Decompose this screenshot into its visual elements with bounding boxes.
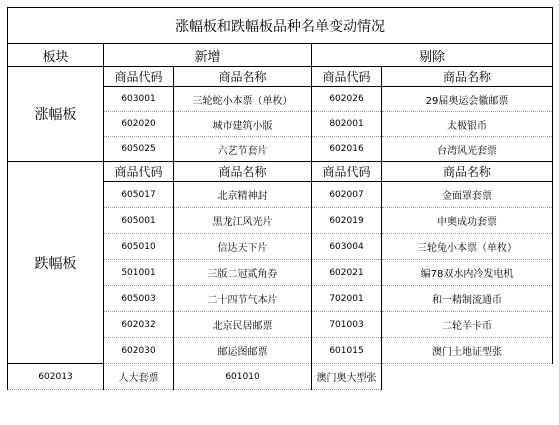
stock-change-table <box>7 7 553 390</box>
add-code: 605001 <box>104 208 174 234</box>
add-code: 605025 <box>104 137 174 162</box>
rem-name: 澳门奥大型张 <box>312 364 382 390</box>
add-name: 城市建筑小版 <box>174 112 312 137</box>
rem-code: 802001 <box>312 112 382 137</box>
rem-code: 601010 <box>174 364 312 390</box>
add-name: 三轮蛇小本票（单枚） <box>174 87 312 112</box>
header-added: 新增 <box>104 44 312 67</box>
rem-code: 701003 <box>312 312 382 338</box>
subheader-rem-code: 商品代码 <box>312 67 382 87</box>
table-row <box>8 364 553 390</box>
header-removed: 剔除 <box>312 44 553 67</box>
subheader-add-name: 商品名称 <box>174 162 312 182</box>
rem-code: 602021 <box>312 260 382 286</box>
add-code: 602013 <box>8 364 104 390</box>
rem-name: 澳门土地证型张 <box>382 338 553 364</box>
rem-name: 金面罩套票 <box>382 182 553 208</box>
add-code: 605010 <box>104 234 174 260</box>
rem-name: 三轮兔小本票（单枚） <box>382 234 553 260</box>
add-code: 605003 <box>104 286 174 312</box>
rem-code: 602019 <box>312 208 382 234</box>
rem-name: 太极银币 <box>382 112 553 137</box>
rem-code: 602016 <box>312 137 382 162</box>
subheader-add-code: 商品代码 <box>104 162 174 182</box>
subheader-rem-name: 商品名称 <box>382 162 553 182</box>
rem-name: 台湾风光套票 <box>382 137 553 162</box>
add-name: 二十四节气本片 <box>174 286 312 312</box>
add-name: 三版二冠贰角券 <box>174 260 312 286</box>
add-name: 六艺节套片 <box>174 137 312 162</box>
subheader-add-name: 商品名称 <box>174 67 312 87</box>
add-name: 邮运图邮票 <box>174 338 312 364</box>
subheader-add-code: 商品代码 <box>104 67 174 87</box>
add-name: 信达天下片 <box>174 234 312 260</box>
section-label-rise: 涨幅板 <box>8 67 104 162</box>
add-code: 603001 <box>104 87 174 112</box>
subheader-rem-name: 商品名称 <box>382 67 553 87</box>
rem-name: 和一精制流通币 <box>382 286 553 312</box>
rem-name: 29届奥运会徽邮票 <box>382 87 553 112</box>
add-code: 602032 <box>104 312 174 338</box>
rem-code: 602007 <box>312 182 382 208</box>
header-sector: 板块 <box>8 44 104 67</box>
table-title: 涨幅板和跌幅板品种名单变动情况 <box>8 8 553 44</box>
rem-name: 二轮羊卡币 <box>382 312 553 338</box>
rem-code: 601015 <box>312 338 382 364</box>
add-name: 北京精神封 <box>174 182 312 208</box>
add-code: 605017 <box>104 182 174 208</box>
rem-code: 702001 <box>312 286 382 312</box>
add-name: 人大套票 <box>104 364 174 390</box>
add-code: 602030 <box>104 338 174 364</box>
rem-name: 申奥成功套票 <box>382 208 553 234</box>
rem-code: 602026 <box>312 87 382 112</box>
add-name: 北京民居邮票 <box>174 312 312 338</box>
rem-name: 编78双水内冷发电机 <box>382 260 553 286</box>
add-name: 黑龙江风光片 <box>174 208 312 234</box>
subheader-rem-code: 商品代码 <box>312 162 382 182</box>
add-code: 501001 <box>104 260 174 286</box>
section-label-fall: 跌幅板 <box>8 162 104 364</box>
add-code: 602020 <box>104 112 174 137</box>
rem-code: 603004 <box>312 234 382 260</box>
